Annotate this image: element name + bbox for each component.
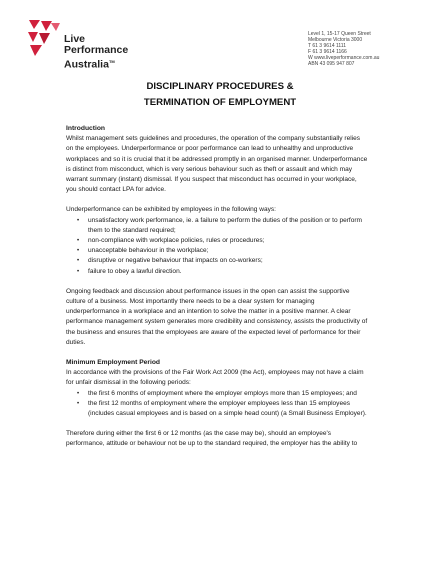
contact-address-block — [308, 31, 379, 68]
list-item: • failure to obey a lawful direction. — [66, 267, 396, 277]
address-line: Level 1, 15-17 Queen Street — [308, 31, 371, 37]
min-employment-line: In accordance with the provisions of the Fair Work Act 2009 (the Act), employees may not have a claim — [66, 369, 364, 377]
logo-mark-icon — [26, 18, 62, 58]
list-item: • unsatisfactory work performance, ie. a failure to perform the duties of the position or to perform — [66, 216, 396, 226]
intro-line: you should contact LPA for advice. — [66, 186, 166, 194]
list-item: • disruptive or negative behaviour that impacts on co-workers; — [66, 256, 396, 266]
spacer — [66, 348, 396, 358]
document-title-line-2: TERMINATION OF EMPLOYMENT — [143, 97, 297, 108]
logo-wordmark — [64, 34, 128, 71]
document-body — [66, 124, 396, 450]
phone-line: T 61 3 9614 1111 — [308, 43, 346, 50]
abn-line: ABN 43 095 947 807 — [308, 61, 355, 68]
list-item: • unacceptable behaviour in the workplace; — [66, 246, 396, 256]
list-item-continuation: them to the standard required; — [88, 226, 176, 234]
intro-line: warrant summary (instant) dismissal. If you suspect that misconduct has occurred in your workplace, — [66, 176, 357, 184]
logo-line-3: Australia — [64, 58, 109, 71]
ongoing-line: the business and ensures that the employees are aware of the expected level of performance for their — [66, 328, 361, 336]
ongoing-line: culture of a business. Most importantly there needs to be a clear system for managing — [66, 298, 315, 306]
min-employment-heading: Minimum Employment Period — [66, 359, 161, 367]
ongoing-line: duties. — [66, 338, 86, 346]
spacer — [66, 419, 396, 429]
list-item: • the first 6 months of employment where the employer employs more than 15 employees; and — [66, 389, 396, 399]
intro-heading: Introduction — [66, 125, 106, 132]
ongoing-line: Ongoing feedback and discussion about performance issues in the open can assist the supportive — [66, 287, 350, 295]
intro-line: Whilst management sets guidelines and procedures, the operation of the company substantially relies — [66, 135, 361, 143]
spacer — [66, 277, 396, 287]
spacer — [66, 195, 396, 205]
ongoing-line: underperformance in a workplace and an intention to solve the matter in a positive manner. A clear — [66, 308, 351, 316]
document-title-line-1: DISCIPLINARY PROCEDURES & — [146, 81, 294, 92]
intro-line: workplaces and so it is crucial that it be addressed promptly in an organised manner. Underperformance — [66, 155, 368, 163]
underperformance-intro: Underperformance can be exhibited by employees in the following ways: — [66, 206, 276, 214]
underperformance-list — [66, 216, 396, 277]
min-employment-line: for unfair dismissal in the following periods: — [66, 379, 191, 387]
list-item: • non-compliance with workplace policies, rules or procedures; — [66, 236, 396, 246]
logo-line-1: Live — [64, 33, 86, 45]
therefore-line: performance, attitude or behaviour not be up to the standard required, the employer has the ability to — [66, 440, 358, 448]
address-line: Melbourne Victoria 3000 — [308, 37, 363, 44]
fax-line: F 61 3 9614 1166 — [308, 49, 347, 56]
list-item-continuation: (includes casual employees and is based on a simple head count) (a Small Business Employer). — [88, 410, 367, 418]
company-logo — [26, 18, 146, 74]
ongoing-line: performance management system generates more credibility and consistency, assists the productivity of — [66, 318, 368, 326]
logo-tm: TM — [108, 59, 115, 64]
intro-line: is distinct from misconduct, which is very serious behaviour such as theft or assault and which may — [66, 165, 353, 173]
logo-line-2: Performance — [64, 44, 129, 56]
intro-line: on the employees. Underperformance or poor performance can lead to unhealthy and unproductive — [66, 145, 354, 153]
website-line: W www.liveperformance.com.au — [308, 55, 380, 62]
therefore-line: Therefore during either the first 6 or 12 months (as the case may be), should an employee's — [66, 430, 332, 438]
min-employment-list — [66, 389, 396, 420]
list-item: • the first 12 months of employment where the employer employees less than 15 employees — [66, 399, 396, 409]
